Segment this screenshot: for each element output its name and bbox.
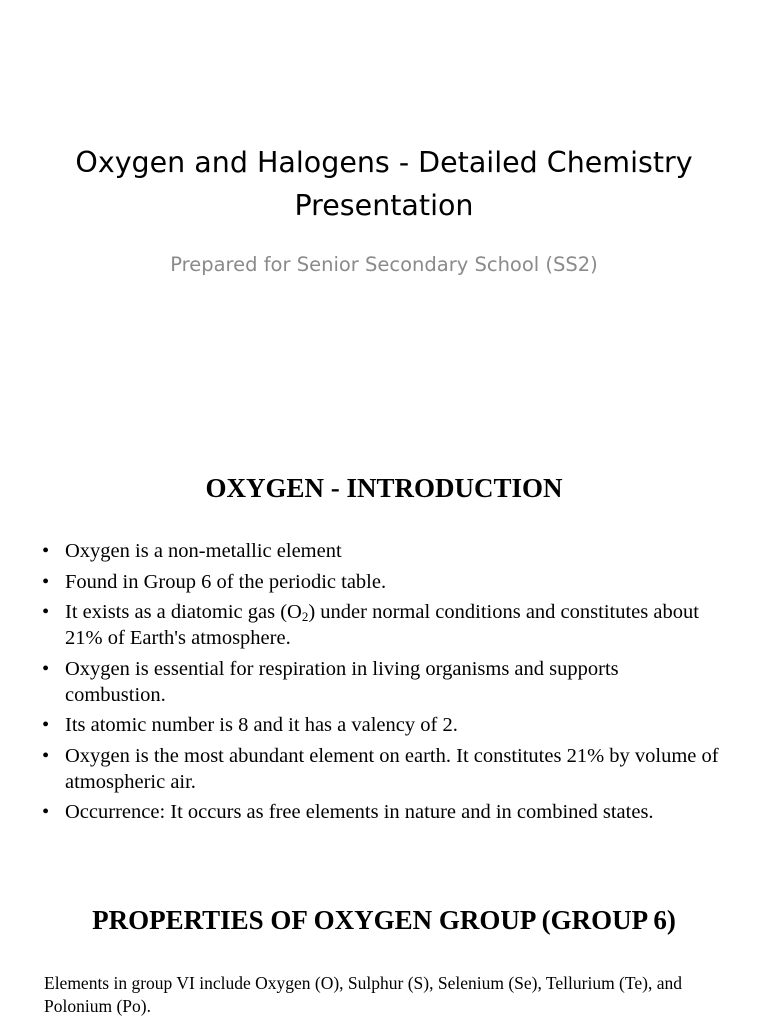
oxygen-introduction-slide (0, 432, 768, 864)
bullet-icon: • (42, 570, 50, 593)
bullet-icon: • (42, 601, 50, 623)
bullet-text: Oxygen is a non-metallic element (65, 540, 342, 562)
list-item (42, 599, 722, 651)
bullet-text: Found in Group 6 of the periodic table. (65, 570, 387, 593)
bullet-list (42, 538, 722, 830)
list-item (42, 569, 722, 595)
list-item (42, 538, 722, 564)
bullet-text: Oxygen is the most abundant element on earth. It constitutes 21% by volume of atmospheric air. (65, 744, 719, 793)
bullet-text: Its atomic number is 8 and it has a valency of 2. (65, 714, 458, 736)
list-item (42, 799, 722, 825)
slide-heading: PROPERTIES OF OXYGEN GROUP (GROUP 6) (92, 905, 676, 935)
bullet-icon: • (42, 744, 50, 767)
bullet-text: Occurrence: It occurs as free elements in nature and in combined states. (65, 801, 654, 823)
bullet-text-end: ) under normal conditions and constitutes about 21% of Earth's atmosphere. (65, 601, 699, 649)
bullet-text: Oxygen is essential for respiration in living organisms and supports combustion. (65, 657, 619, 706)
bullet-icon: • (42, 801, 50, 823)
oxygen-group-properties-slide (0, 864, 768, 1024)
bullet-icon: • (42, 657, 50, 680)
title-slide (0, 0, 768, 432)
bullet-text-start: It exists as a diatomic gas (O (65, 601, 302, 623)
presentation-title: Oxygen and Halogens - Detailed Chemistry Presentation (75, 146, 693, 222)
slide-heading: OXYGEN - INTRODUCTION (205, 473, 563, 503)
list-item (42, 743, 722, 795)
bullet-text (65, 601, 699, 649)
bullet-icon: • (42, 540, 50, 562)
list-item (42, 712, 722, 738)
subscript: 2 (301, 609, 309, 624)
presentation-subtitle: Prepared for Senior Secondary School (SS2) (170, 253, 598, 276)
bullet-icon: • (42, 714, 50, 736)
group-elements-paragraph: Elements in group VI include Oxygen (O), Sulphur (S), Selenium (Se), Tellurium (Te), and Polonium (Po). (44, 973, 682, 1016)
list-item (42, 656, 722, 708)
